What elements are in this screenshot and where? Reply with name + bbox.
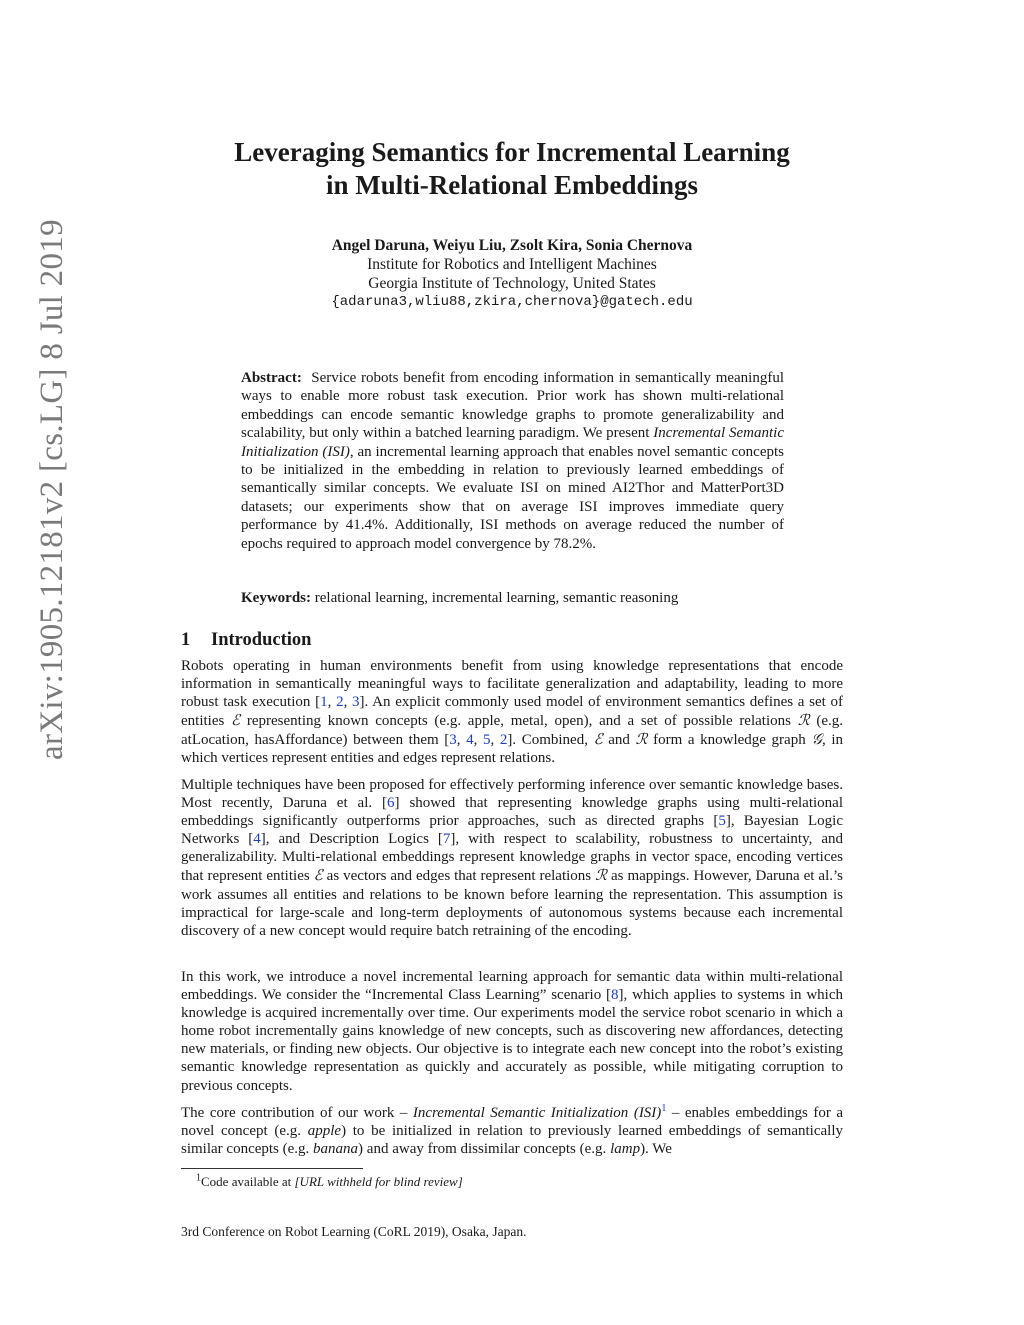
relation-set-symbol: ℛ [595,866,608,885]
footnote-divider [181,1168,363,1169]
footnote-url-placeholder: [URL withheld for blind review] [294,1174,463,1189]
paper-title [150,136,874,202]
text: ], Bayesian Logic Networks [ [181,813,843,848]
citation-link[interactable]: 7 [442,831,451,848]
citation-link[interactable]: 8 [611,987,619,1004]
citation-link[interactable]: 3 [449,732,457,749]
citation-link[interactable]: 2 [336,694,344,711]
citation-link[interactable]: 1 [320,694,328,711]
keywords [241,589,784,607]
method-name: Incremental Semantic Initialization (ISI) [412,1105,662,1121]
math-banana: banana [313,1141,359,1158]
entity-set-symbol: ℰ [231,711,241,730]
citation-link[interactable]: 4 [466,732,474,749]
intro-paragraph-2 [181,776,843,940]
text: ). We [640,1141,672,1158]
citation-link[interactable]: 5 [718,813,726,830]
abstract-label: Abstract: [241,370,302,386]
keywords-label: Keywords: [241,590,311,606]
abstract [241,369,784,553]
text: ] showed that representing knowledge graphs using multi-relational embeddings significantly outperforms prior approaches, such as directed graphs [ [181,795,843,830]
math-apple: apple [307,1123,342,1140]
citation-link[interactable]: 4 [253,831,261,848]
author-block [150,236,874,312]
section-title: Introduction [211,630,312,650]
intro-paragraph-4 [181,1104,843,1158]
citation-link[interactable]: 3 [352,694,360,711]
section-heading-introduction [181,629,311,651]
text: ]. An explicit commonly used model of environment semantics defines a set of entities [181,694,844,730]
text: ) to be initialized in relation to previously learned embeddings of semantically similar concepts (e.g. [181,1123,843,1158]
abstract-method-name: Incremental Semantic Initialization (ISI) [241,425,784,460]
author-names: Angel Daruna, Weiyu Liu, Zsolt Kira, Sonia Chernova [331,237,693,254]
author-emails[interactable]: {adaruna3,wliu88,zkira,chernova}@gatech.edu [331,294,693,310]
citation-link[interactable]: 2 [499,732,508,749]
intro-paragraph-1: Robots operating in human environments benefit from using knowledge representations that encode information in semantically meaningful ways to facilitate generalization and adaptability, leading to more robust task execution [1, 2, 3]. An explicit commonly used model of environment semantics defines a set of entities ℰ representing known concepts (e.g. apple, metal, open), and a set of possible relations ℛ (e.g. atLocation, hasAffordance) between them [3, 4, 5, 2]. Combined, ℰ and ℛ form a knowledge graph 𝒢, in which vertices represent entities and edges represent relations. [181,658,844,767]
text: ], and Description Logics [ [260,831,443,848]
title-line-1: Leveraging Semantics for Incremental Learning [234,137,790,167]
abstract-text-2: , an incremental learning approach that enables novel semantic concepts to be initialized in the embedding in relation to previously learned embeddings of semantically similar concepts. We evaluate ISI on mined AI2Thor and MatterPort3D datasets; our experiments show that on average ISI improves immediate query performance by 41.4%. Additionally, ISI methods on average reduced the number of epochs required to approach model convergence by 78.2%. [241,443,784,552]
footnote-number: 1 [196,1172,201,1184]
relation-set-symbol: ℛ [797,711,810,730]
graph-symbol: 𝒢 [811,730,822,749]
keywords-text: relational learning, incremental learning, semantic reasoning [314,590,679,606]
citation-link[interactable]: 5 [483,732,491,749]
footnote-marker[interactable]: 1 [661,1103,667,1114]
math-lamp: lamp [610,1141,641,1158]
footnote-text: Code available at [201,1174,295,1189]
text: ], with respect to scalability, robustness to uncertainty, and generalizability. Multi-relational embeddings represent knowledge graphs in vector space, encoding vertices that represent entities [181,831,843,885]
text: as vectors and edges that represent relations [322,868,596,885]
title-line-2: in Multi-Relational Embeddings [325,170,699,200]
affiliation-institute: Institute for Robotics and Intelligent Machines [367,256,657,273]
text: (e.g. atLocation, hasAffordance) between them [ [181,713,844,749]
text: Multiple techniques have been proposed for effectively performing inference over semantic knowledge bases. Most recently, Daruna et al. [ [181,777,843,812]
text: ], which applies to systems in which knowledge is acquired incrementally over time. Our experiments model the service robot scenario in which a home robot incrementally gains knowledge of new concepts, such as discovering new affordances, detecting new materials, or finding new objects. Our objective is to integrate each new concept into the robot’s existing semantic knowledge representation as quickly and accurately as possible, while mitigating corruption to previous concepts. [181,987,844,1094]
text: form a knowledge graph [647,732,812,749]
conference-footer: 3rd Conference on Robot Learning (CoRL 2019), Osaka, Japan. [181,1224,527,1239]
entity-set-symbol: ℰ [593,730,603,749]
text: Robots operating in human environments benefit from using knowledge representations that encode information in semantically meaningful ways to facilitate generalization and adaptability, leading to more robust task execution [ [181,658,843,711]
entity-set-symbol: ℰ [313,866,323,885]
text: – enables embeddings for a novel concept (e.g. [181,1105,843,1140]
section-number: 1 [181,630,191,650]
text: ]. Combined, [507,732,594,749]
text: representing known concepts (e.g. apple, metal, open), and a set of possible relations [240,713,798,730]
footnote [196,1174,463,1190]
text: as mappings. However, Daruna et al.’s work assumes all entities and relations to be known before learning the representation. This assumption is impractical for large-scale and long-term deployments of autonomous systems because each incremental discovery of a new concept would require batch retraining of the encoding. [181,868,843,939]
intro-paragraph-3 [181,968,843,1095]
relation-set-symbol: ℛ [635,730,648,749]
text: , in which vertices represent entities and edges represent relations. [181,732,844,767]
text: ) and away from dissimilar concepts (e.g. [358,1141,611,1158]
abstract-text-1: Service robots benefit from encoding information in semantically meaningful ways to enable more robust task execution. Prior work has shown multi-relational embeddings can encode semantic knowledge graphs to promote generalizability and scalability, but only within a batched learning paradigm. We present [241,370,785,442]
arxiv-side-stamp: arXiv:1905.12181v2 [cs.LG] 8 Jul 2019 [34,219,70,760]
text: and [602,732,636,749]
text: In this work, we introduce a novel incremental learning approach for semantic data within multi-relational embeddings. We consider the “Incremental Class Learning” scenario [ [181,969,843,1004]
affiliation-university: Georgia Institute of Technology, United States [368,275,656,292]
citation-link[interactable]: 6 [387,795,395,812]
text: The core contribution of our work – [181,1105,413,1121]
